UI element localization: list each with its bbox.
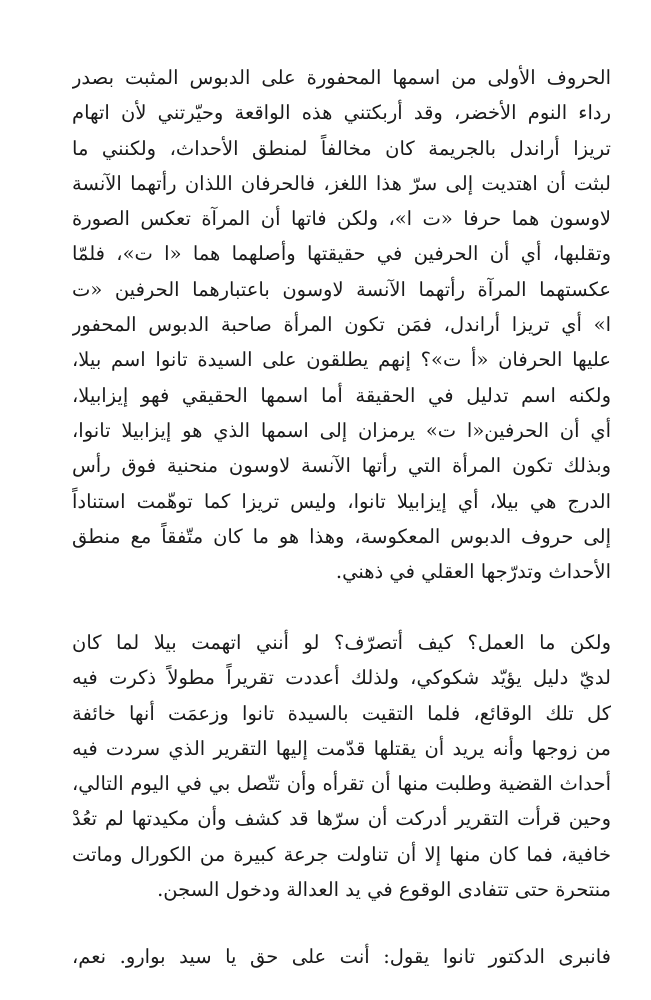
text-line: ولكن ما العمل؟ كيف أتصرّف؟ لو أنني اتهمت بيلا لما كان <box>72 631 611 654</box>
text-line: رداء النوم الأخضر، وقد أربكتني هذه الواقعة وحيّرتني لأن اتهام <box>72 101 611 125</box>
text-line: تريزا أراندل بالجريمة كان مخالفاً لمنطق الأحداث، ولكنني ما <box>72 136 611 160</box>
text-line: خافية، فما كان منها إلا أن تناولت جرعة كبيرة من الكورال وماتت <box>72 842 611 866</box>
text-line: الدرج هي بيلا، أي إيزابيلا تانوا، وليس تريزا كما توهّمت استناداً <box>72 489 611 513</box>
paragraph <box>72 939 611 974</box>
text-line: الحروف الأولى من اسمها المحفورة على الدبوس المثبت بصدر <box>72 66 611 89</box>
text-line: أحداث القضية وطلبت منها أن تقرأه وأن تتّصل بي في اليوم التالي، <box>72 772 611 796</box>
text-line: وبذلك تكون المرأة التي رأتها الآنسة لاوسون منحنية فوق رأس <box>72 454 611 478</box>
text-line: لاوسون هما حرفا «ت ا»، ولكن فاتها أن المرآة تعكس الصورة <box>72 207 611 231</box>
text-line: وحين قرأت التقرير أدركت أن سرّها قد كشف وأن مكيدتها لم تعُدْ <box>72 807 611 831</box>
paragraph <box>72 625 611 907</box>
text-line: إلى حروف الدبوس المعكوسة، وهذا هو ما كان متّفقاً مع منطق <box>72 524 611 548</box>
text-line: كل تلك الوقائع، فلما التقيت بالسيدة تانوا وزعمَت أنها خائفة <box>72 701 611 725</box>
text-line: عليها الحرفان «أ ت»؟ إنهم يطلقون على السيدة تانوا اسم بيلا، <box>72 348 611 372</box>
text-line: لديّ دليل يؤيّد شكوكي، ولذلك أعددت تقريراً مطولاً ذكرت فيه <box>72 666 611 690</box>
text-line: ولكنه اسم تدليل في الحقيقة أما اسمها الحقيقي فهو إيزابيلا، <box>72 383 611 407</box>
text-line: منتحرة حتى تتفادى الوقوع في يد العدالة ودخول السجن. <box>157 878 611 902</box>
text-line: أي أن الحرفين«ا ت» يرمزان إلى اسمها الذي هو إيزابيلا تانوا، <box>72 418 611 442</box>
text-line: ا» أي تريزا أراندل، فمَن تكون المرأة صاحبة الدبوس المحفور <box>72 313 611 337</box>
text-line: عكستهما المرآة رأتهما الآنسة لاوسون باعتبارهما الحرفين «ت <box>72 277 611 301</box>
text-line: من زوجها وأنه يريد أن يقتلها قدّمت إليها التقرير الذي سردت فيه <box>72 736 611 760</box>
paragraph <box>72 60 611 589</box>
text-line: فانبرى الدكتور تانوا يقول: أنت على حق يا سيد بوارو. نعم، <box>72 945 611 968</box>
text-line: الأحداث وتدرّجها العقلي في ذهني. <box>335 560 611 584</box>
text-line: لبثت أن اهتديت إلى سرّ هذا اللغز، فالحرفان اللذان رأتهما الآنسة <box>72 171 611 195</box>
text-line: وتقلبها، أي أن الحرفين في حقيقتها وأصلهما هما «ا ت»، فلمّا <box>72 242 611 266</box>
